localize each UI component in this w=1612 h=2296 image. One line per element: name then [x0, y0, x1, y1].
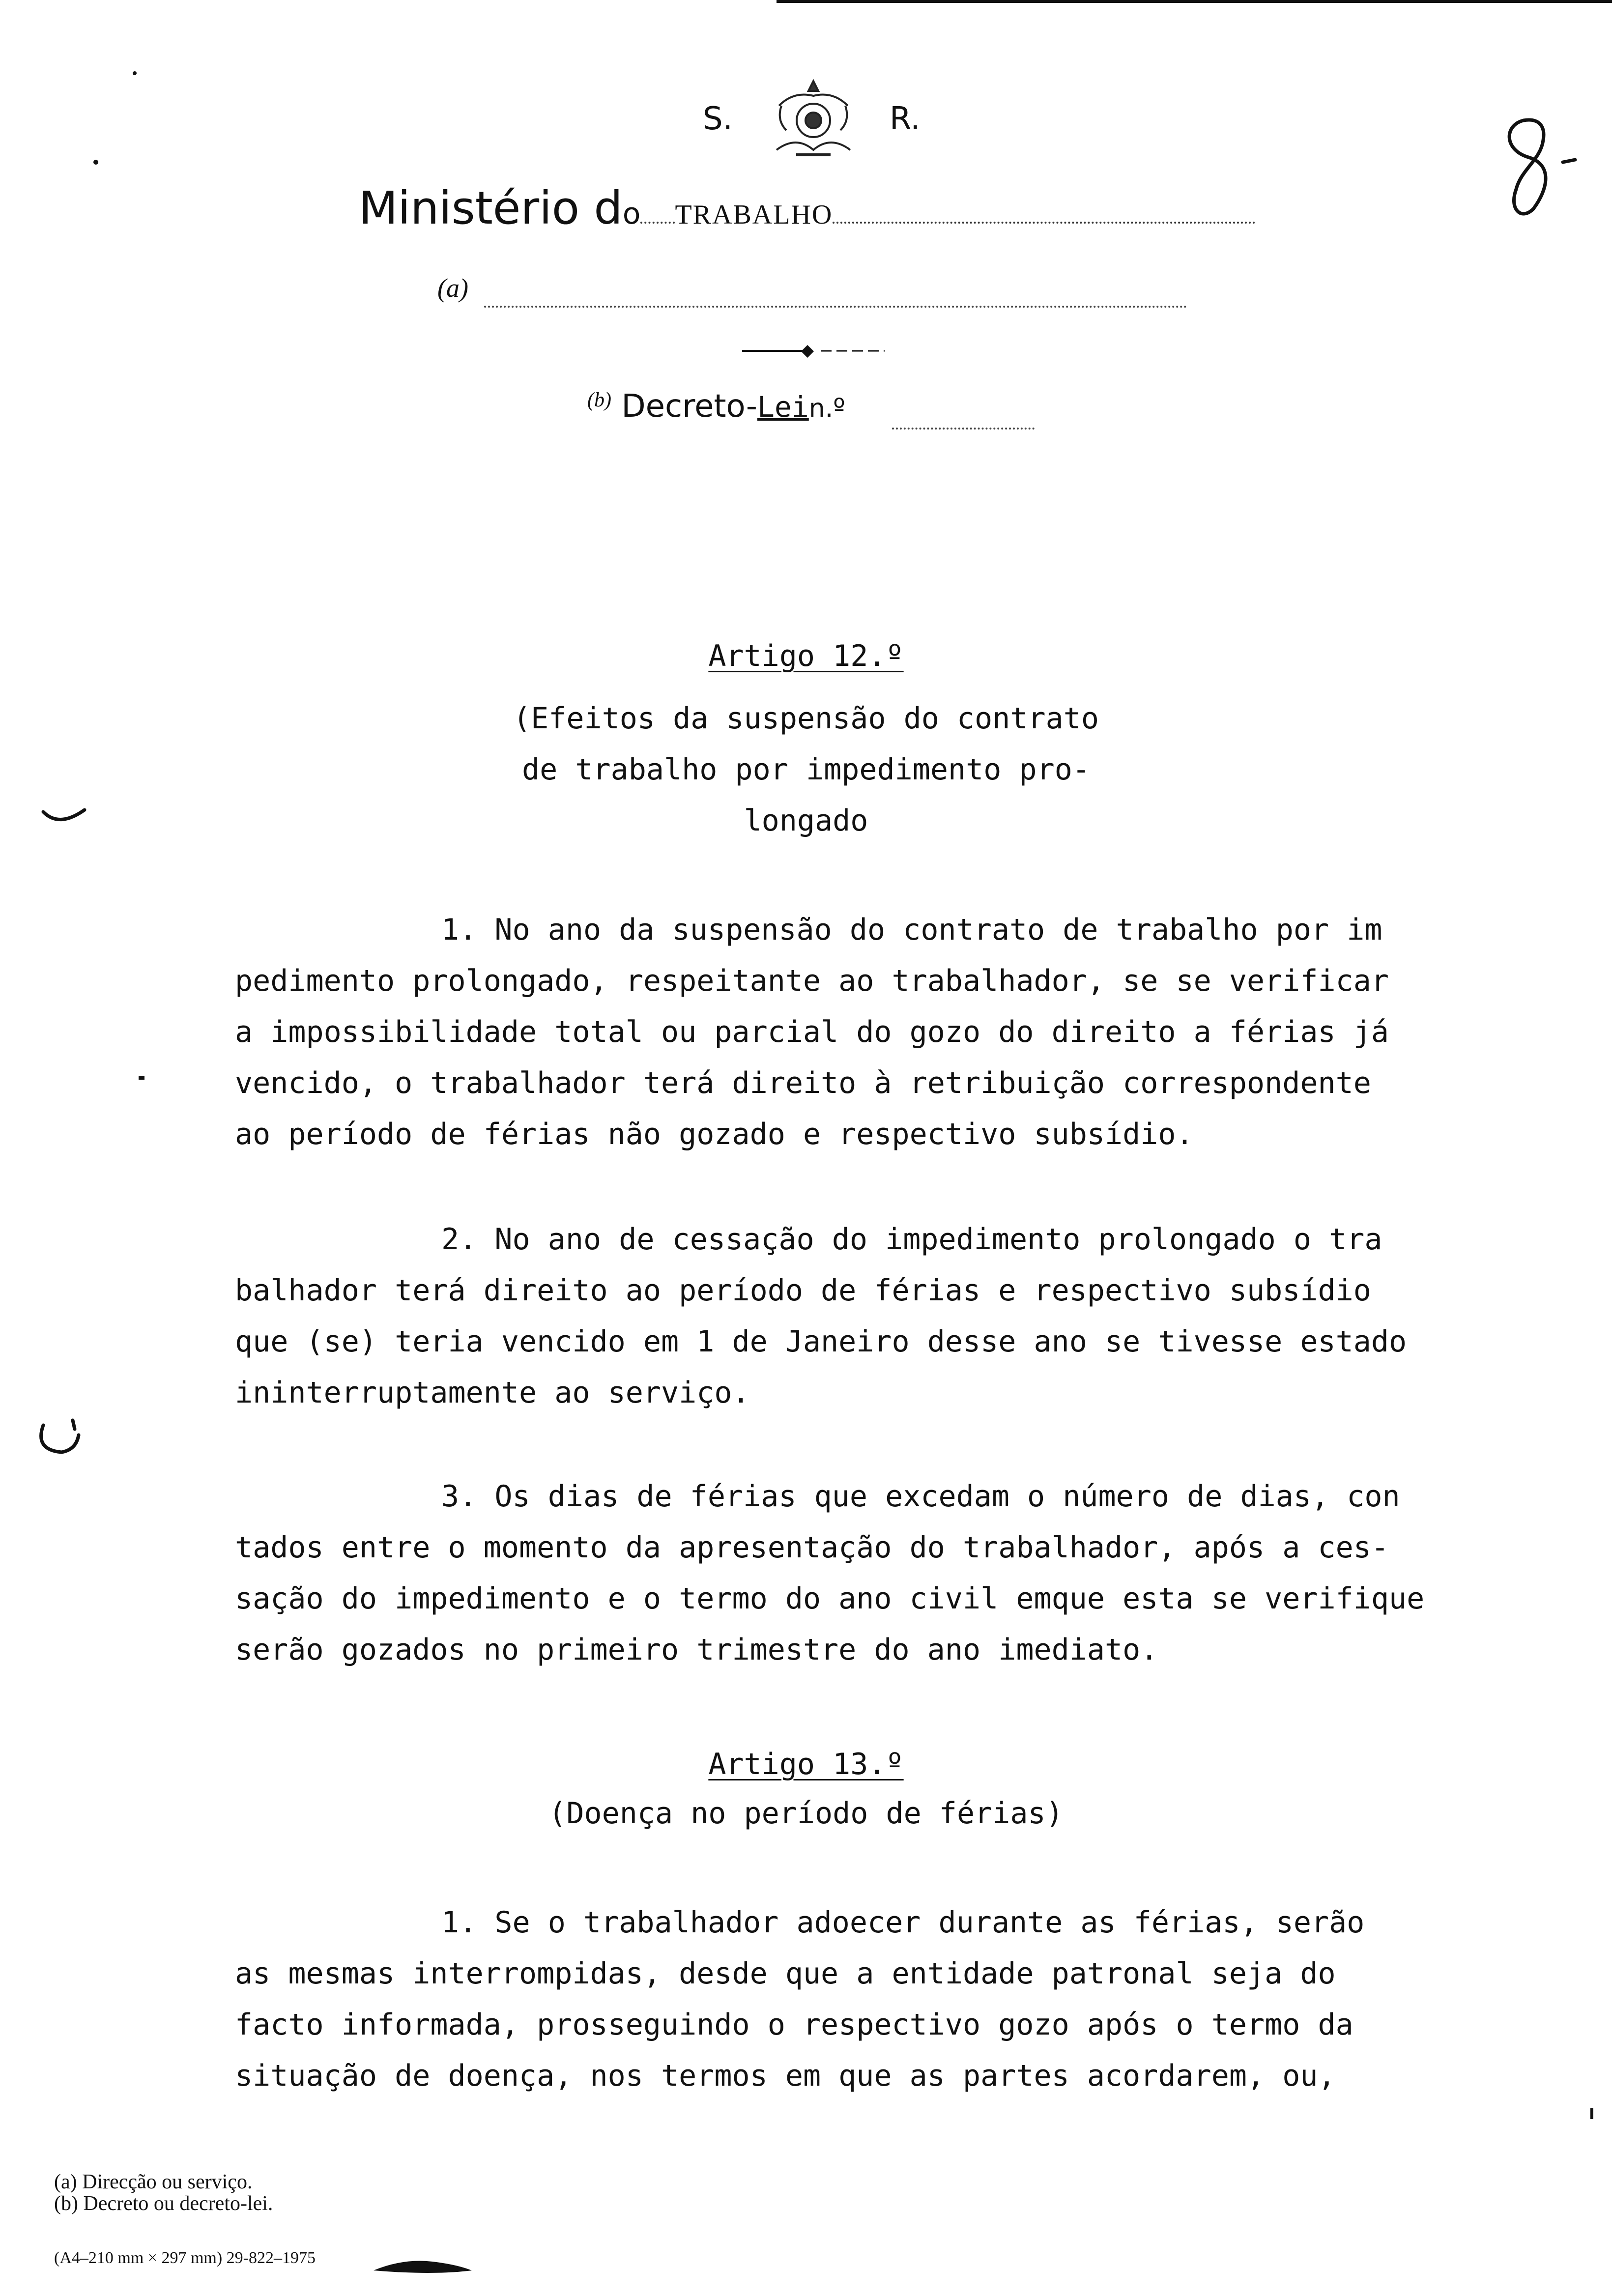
ministry-dots-right: [833, 192, 1255, 224]
paragraph-line: facto informada, prosseguindo o respectivo gozo após o termo da: [235, 2008, 1353, 2042]
paragraph-line: serão gozados no primeiro trimestre do ano imediato.: [235, 1633, 1158, 1667]
subtitle-line: (Efeitos da suspensão do contrato: [513, 701, 1099, 736]
top-border-line: [777, 0, 1612, 3]
handwritten-page-number: [1494, 111, 1583, 224]
subtitle-line: de trabalho por impedimento pro-: [522, 752, 1090, 787]
diamond-icon: [800, 344, 815, 359]
ministry-label-suffix: o: [622, 197, 641, 231]
margin-check-mark: [39, 806, 88, 835]
coat-of-arms-icon: [767, 76, 860, 165]
decree-line: [587, 388, 845, 425]
decree-number-label: n.º: [808, 394, 845, 423]
paragraph-line: ao período de férias não gozado e respectivo subsídio.: [235, 1117, 1194, 1151]
article-12-paragraph-3: [235, 1471, 1591, 1675]
ministry-dots-left: [640, 192, 675, 224]
paragraph-line: a impossibilidade total ou parcial do gozo do direito a férias já: [235, 1015, 1389, 1049]
paragraph-line: vencido, o trabalhador terá direito à retribuição correspondente: [235, 1066, 1371, 1100]
ministry-value: TRABALHO: [675, 200, 833, 230]
paragraph-line: ininterruptamente ao serviço.: [235, 1376, 750, 1410]
paragraph-line: balhador terá direito ao período de férias e respectivo subsídio: [235, 1273, 1371, 1308]
decree-type: Lei: [757, 390, 809, 424]
footnote-b: (b) Decreto ou decreto-lei.: [54, 2192, 273, 2215]
article-12-title: [0, 639, 1612, 673]
speck: [93, 160, 98, 165]
paragraph-line: pedimento prolongado, respeitante ao trabalhador, se se verificar: [235, 964, 1389, 998]
article-title-text: Artigo 12.º: [708, 639, 904, 673]
paragraph-line: sação do impedimento e o termo do ano civil emque esta se verifique: [235, 1581, 1425, 1616]
article-12-paragraph-2: [235, 1214, 1591, 1418]
header-letter-r: R.: [890, 101, 921, 137]
article-12-paragraph-1: [235, 904, 1591, 1160]
paragraph-line: 1. Se o trabalhador adoecer durante as férias, serão: [441, 1905, 1365, 1940]
paragraph-line: 3. Os dias de férias que excedam o número de dias, con: [441, 1479, 1400, 1514]
article-13-subtitle: [0, 1796, 1612, 1831]
ink-smudge: [374, 2256, 472, 2275]
paragraph-line: 1. No ano da suspensão do contrato de trabalho por im: [441, 913, 1382, 947]
field-a-dotted-line: [484, 279, 1187, 308]
paragraph-line: as mesmas interrompidas, desde que a entidade patronal seja do: [235, 1956, 1336, 1991]
paragraph-line: 2. No ano de cessação do impedimento prolongado o tra: [441, 1222, 1382, 1257]
speck: [1590, 2108, 1593, 2119]
subtitle-line: longado: [744, 804, 868, 838]
decree-number-dotted-line: [892, 399, 1035, 430]
decree-label-b: (b): [587, 389, 611, 411]
article-13-paragraph-1: [235, 1897, 1591, 2101]
paragraph-line: tados entre o momento da apresentação do trabalhador, após a ces-: [235, 1530, 1389, 1565]
ministry-line: [359, 182, 1255, 234]
subtitle-line: (Doença no período de férias): [548, 1796, 1064, 1831]
footnote-a: (a) Direcção ou serviço.: [54, 2171, 253, 2193]
article-12-subtitle: [0, 693, 1612, 846]
paragraph-line: que (se) teria vencido em 1 de Janeiro desse ano se tivesse estado: [235, 1324, 1407, 1359]
article-13-title: [0, 1747, 1612, 1781]
article-title-text: Artigo 13.º: [708, 1747, 904, 1781]
ministry-label: Ministério d: [359, 182, 623, 234]
speck: [133, 71, 137, 75]
header-letter-s: S.: [703, 101, 733, 137]
margin-dash-mark: [139, 1076, 144, 1080]
margin-arc-mark: [34, 1415, 84, 1460]
field-a-label: (a): [437, 273, 468, 303]
form-specification: (A4–210 mm × 297 mm) 29-822–1975: [54, 2249, 316, 2267]
footnotes: [54, 2171, 273, 2214]
paragraph-line: situação de doença, nos termos em que as partes acordarem, ou,: [235, 2059, 1336, 2093]
decree-label: Decreto-: [621, 388, 757, 425]
